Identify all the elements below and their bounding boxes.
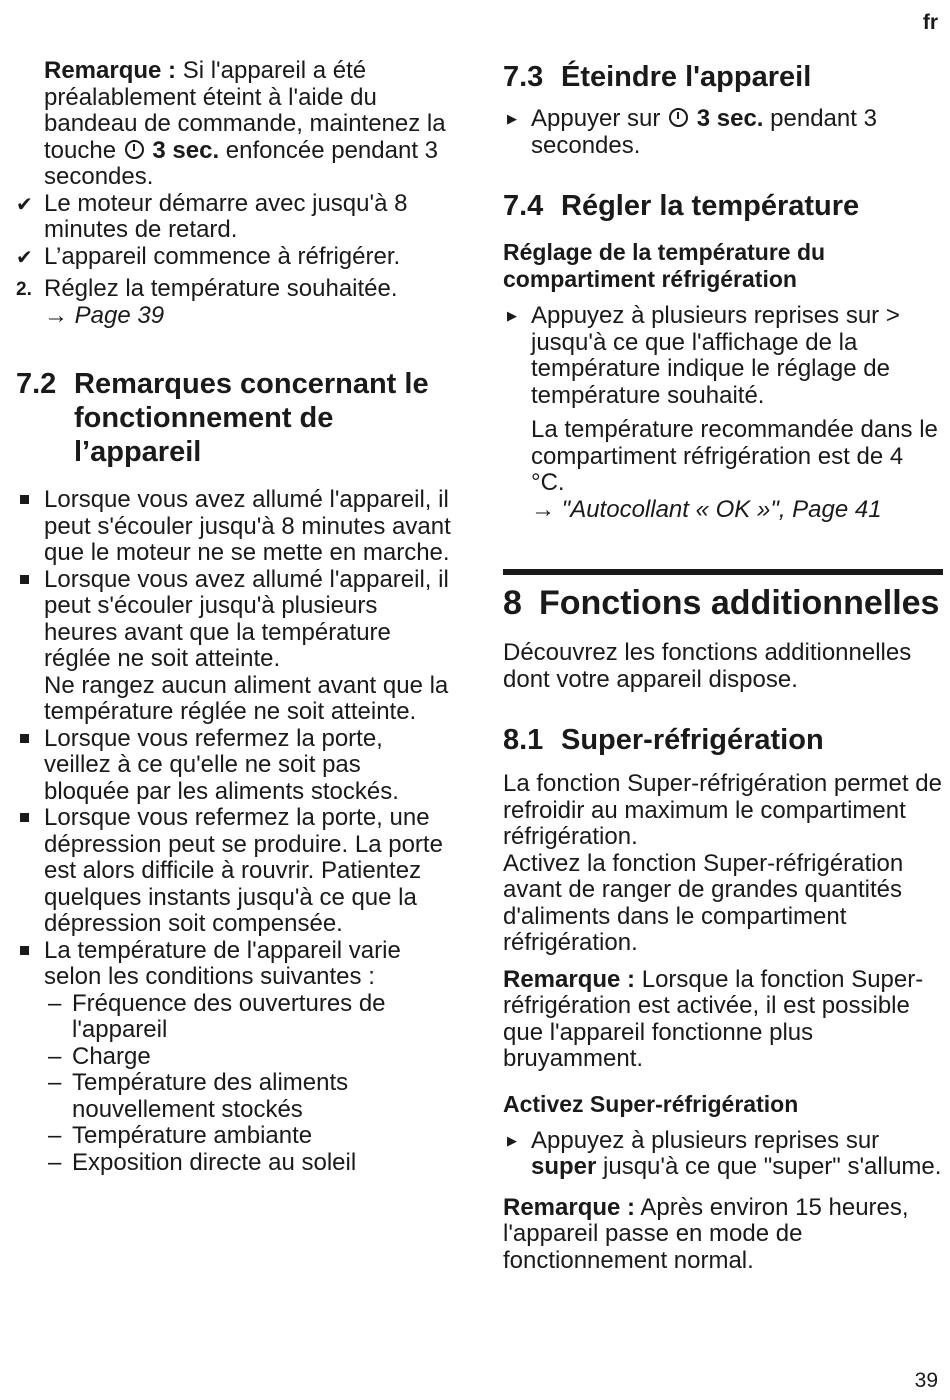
step-set-temperature: 2. Réglez la température souhaitée. → Page 39 — [16, 275, 398, 329]
subsection-activate-super: Activez Super-réfrigération — [503, 1090, 799, 1117]
left-column — [16, 58, 452, 1176]
step-activate-super: ▶ Appuyez à plusieurs reprises sur super jusqu'à ce que "super" s'allume. — [507, 1126, 942, 1180]
condition-item: – Fréquence des ouvertures de l'appareil — [48, 989, 386, 1043]
condition-item: – Charge — [48, 1042, 151, 1070]
section-7-3-heading: 7.3 Éteindre l'appareil — [503, 61, 812, 93]
page-number: 39 — [914, 1368, 938, 1392]
result-cooling: ✔ L’appareil commence à réfrigérer. — [16, 242, 401, 270]
chevron-right-icon: > — [885, 302, 900, 329]
note-noise: Remarque : Lorsque la fonction Super-réfrigération est activée, il est possible que l'appareil fonctionne plus bruyamment. — [503, 965, 924, 1072]
key-super: super — [531, 1153, 597, 1180]
key-3sec: 3 sec. — [696, 105, 764, 132]
key-3sec: 3 sec. — [152, 136, 220, 164]
square-bullet-icon — [20, 726, 48, 753]
condition-item: – Température des aliments nouvellement stockés — [48, 1069, 349, 1123]
square-bullet-icon — [20, 938, 48, 965]
power-icon — [125, 140, 144, 159]
subsection-fridge-temperature: Réglage de la température du compartiment réfrigération — [503, 239, 826, 292]
right-column — [503, 60, 943, 1274]
note-label: Remarque : — [503, 965, 636, 993]
page-reference[interactable]: → Page 39 — [44, 301, 165, 329]
checkmark-icon: ✔ — [16, 246, 33, 269]
square-bullet-icon — [20, 487, 48, 514]
section-7-2-heading: 7.2 Remarques concernant le fonctionnement de l’appareil — [16, 368, 429, 468]
power-icon — [669, 108, 688, 127]
list-item: Lorsque vous refermez la porte, une dépression peut se produire. La porte est alors difficile à rouvrir. Patientez quelques instants jusqu'à ce que la dépression soit compensée. — [16, 805, 452, 938]
super-cooling-description: La fonction Super-réfrigération permet de refroidir au maximum le compartiment réfrigération. Activez la fonction Super-réfrigération avant de ranger de grandes quantités d'aliments dans le compartiment réfrigération. — [503, 770, 942, 956]
recommended-temperature: La température recommandée dans le compartiment réfrigération est de 4 °C. → "Autocollant « OK »", Page 41 — [531, 416, 938, 523]
chapter-8-intro: Découvrez les fonctions additionnelles dont votre appareil dispose. — [503, 639, 912, 693]
triangle-bullet-icon: ▶ — [507, 111, 517, 126]
list-item: La température de l'appareil varie selon les conditions suivantes : — [16, 938, 452, 991]
step-adjust-temperature: ▶ Appuyez à plusieurs reprises sur > jusqu'à ce que l'affichage de la température indique le réglage de température souhaité. — [507, 302, 900, 409]
list-item: Lorsque vous avez allumé l'appareil, il peut s'écouler jusqu'à plusieurs heures avant que la température réglée ne soit atteinte. Ne rangez aucun aliment avant que la température réglée ne soit atteinte. — [16, 567, 452, 726]
condition-item: – Exposition directe au soleil — [48, 1148, 357, 1176]
triangle-bullet-icon: ▶ — [507, 1132, 517, 1148]
triangle-bullet-icon: ▶ — [507, 308, 517, 323]
section-7-4-heading: 7.4 Régler la température — [503, 190, 860, 222]
arrow-right-icon: → — [44, 301, 68, 329]
note-label: Remarque : — [503, 1193, 636, 1221]
chapter-8 — [503, 569, 943, 693]
arrow-right-icon: → — [531, 495, 555, 523]
language-tag: fr — [922, 11, 938, 34]
note-restart: Remarque : Si l'appareil a été préalablement éteint à l'aide du bandeau de commande, maintenez la touche 3 sec. enfoncée pendant 3 secondes. — [44, 57, 446, 190]
sticker-reference[interactable]: → "Autocollant « OK »", Page 41 — [531, 495, 882, 523]
list-item: Lorsque vous avez allumé l'appareil, il peut s'écouler jusqu'à 8 minutes avant que le moteur ne se mette en marche. — [16, 487, 452, 567]
step-number: 2. — [16, 279, 32, 300]
step-switch-off: ▶ Appuyer sur 3 sec. pendant 3 secondes. — [507, 105, 877, 159]
square-bullet-icon — [20, 805, 48, 832]
square-bullet-icon — [20, 567, 48, 594]
section-8-1-heading: 8.1 Super-réfrigération — [503, 724, 824, 756]
remarks-list — [16, 487, 452, 1176]
list-item: Lorsque vous refermez la porte, veillez à ce qu'elle ne soit pas bloquée par les aliments stockés. — [16, 726, 452, 806]
condition-item: – Température ambiante — [48, 1122, 313, 1149]
checkmark-icon: ✔ — [16, 193, 33, 216]
chapter-8-heading: 8 Fonctions additionnelles — [503, 584, 940, 622]
note-label: Remarque : — [44, 57, 177, 84]
note-normal-mode: Remarque : Après environ 15 heures, l'appareil passe en mode de fonctionnement normal. — [503, 1193, 909, 1274]
result-motor-start: ✔ Le moteur démarre avec jusqu'à 8 minutes de retard. — [16, 189, 408, 243]
